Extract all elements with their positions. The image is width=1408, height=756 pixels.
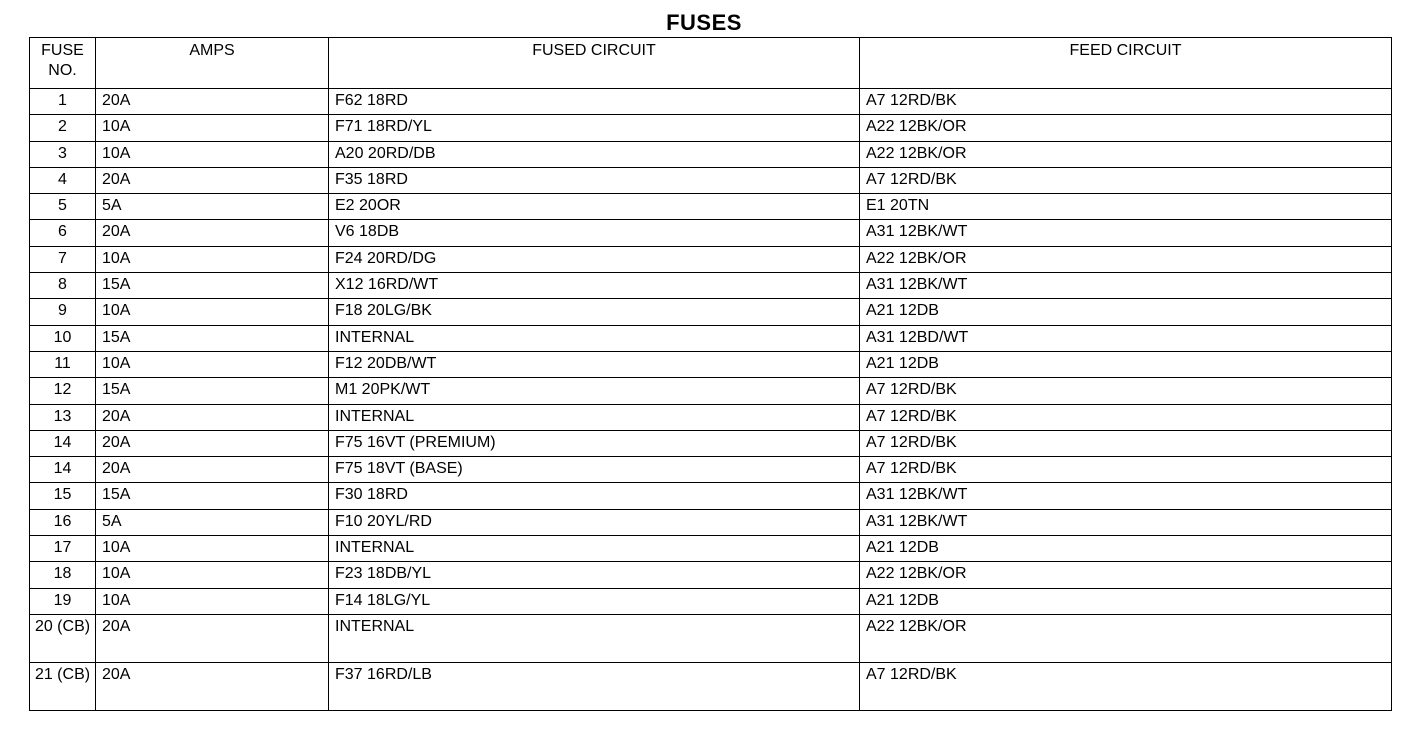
fuse-number-cell: 2 [30,115,96,141]
fuse-number-cell: 12 [30,378,96,404]
feed-circuit-cell: A21 12DB [860,588,1392,614]
amps-cell: 15A [96,378,329,404]
fuse-number-cell: 8 [30,273,96,299]
fused-circuit-cell: INTERNAL [329,325,860,351]
feed-circuit-cell: A31 12BD/WT [860,325,1392,351]
amps-cell: 20A [96,89,329,115]
fuse-number-cell: 14 [30,430,96,456]
amps-cell: 10A [96,536,329,562]
feed-circuit-cell: A22 12BK/OR [860,141,1392,167]
feed-circuit-cell: A7 12RD/BK [860,430,1392,456]
fused-circuit-cell: F71 18RD/YL [329,115,860,141]
amps-cell: 10A [96,351,329,377]
fuse-number-cell: 16 [30,509,96,535]
amps-cell: 20A [96,404,329,430]
table-row [30,246,1392,272]
table-row [30,325,1392,351]
feed-circuit-cell: A7 12RD/BK [860,404,1392,430]
table-row [30,457,1392,483]
fused-circuit-cell: E2 20OR [329,194,860,220]
feed-circuit-cell: E1 20TN [860,194,1392,220]
fused-circuit-cell: M1 20PK/WT [329,378,860,404]
fuse-number-cell: 20 (CB) [30,614,96,662]
feed-circuit-cell: A31 12BK/WT [860,220,1392,246]
amps-cell: 15A [96,483,329,509]
fused-circuit-cell: F24 20RD/DG [329,246,860,272]
feed-circuit-cell: A7 12RD/BK [860,89,1392,115]
fused-circuit-cell: F18 20LG/BK [329,299,860,325]
fuse-table-body [30,89,1392,711]
fuse-number-cell: 5 [30,194,96,220]
fused-circuit-cell: F14 18LG/YL [329,588,860,614]
fuse-number-cell: 4 [30,167,96,193]
fuse-number-cell: 14 [30,457,96,483]
fused-circuit-cell: F75 16VT (PREMIUM) [329,430,860,456]
table-row [30,167,1392,193]
table-row [30,588,1392,614]
amps-cell: 20A [96,220,329,246]
page-title: FUSES [666,10,742,35]
fused-circuit-cell: F35 18RD [329,167,860,193]
feed-circuit-cell: A21 12DB [860,351,1392,377]
feed-circuit-cell: A7 12RD/BK [860,378,1392,404]
table-row [30,220,1392,246]
table-row [30,351,1392,377]
amps-cell: 15A [96,325,329,351]
table-row [30,378,1392,404]
fuse-number-cell: 1 [30,89,96,115]
feed-circuit-cell: A31 12BK/WT [860,509,1392,535]
table-row [30,509,1392,535]
table-row [30,483,1392,509]
amps-cell: 10A [96,562,329,588]
fused-circuit-cell: A20 20RD/DB [329,141,860,167]
table-row [30,115,1392,141]
fuse-number-cell: 3 [30,141,96,167]
fused-circuit-cell: F30 18RD [329,483,860,509]
amps-cell: 20A [96,457,329,483]
fuse-number-cell: 19 [30,588,96,614]
amps-cell: 10A [96,246,329,272]
table-row [30,536,1392,562]
fused-circuit-cell: F12 20DB/WT [329,351,860,377]
feed-circuit-cell: A22 12BK/OR [860,115,1392,141]
fused-circuit-cell: INTERNAL [329,404,860,430]
amps-cell: 15A [96,273,329,299]
table-row [30,614,1392,662]
table-header-row [30,38,1392,89]
fused-circuit-cell: X12 16RD/WT [329,273,860,299]
table-row [30,404,1392,430]
table-row [30,273,1392,299]
fuse-number-cell: 6 [30,220,96,246]
fused-circuit-cell: F37 16RD/LB [329,662,860,710]
feed-circuit-cell: A7 12RD/BK [860,662,1392,710]
table-row [30,194,1392,220]
fused-circuit-cell: F62 18RD [329,89,860,115]
amps-cell: 10A [96,588,329,614]
amps-cell: 20A [96,614,329,662]
fuse-number-cell: 13 [30,404,96,430]
header-feed-circuit: FEED CIRCUIT [860,38,1392,89]
fuse-number-cell: 11 [30,351,96,377]
table-row [30,662,1392,710]
feed-circuit-cell: A21 12DB [860,299,1392,325]
amps-cell: 5A [96,194,329,220]
fused-circuit-cell: F23 18DB/YL [329,562,860,588]
feed-circuit-cell: A21 12DB [860,536,1392,562]
amps-cell: 20A [96,430,329,456]
header-amps: AMPS [96,38,329,89]
fuse-number-cell: 17 [30,536,96,562]
fuse-number-cell: 21 (CB) [30,662,96,710]
table-row [30,299,1392,325]
feed-circuit-cell: A7 12RD/BK [860,167,1392,193]
table-row [30,141,1392,167]
feed-circuit-cell: A22 12BK/OR [860,614,1392,662]
amps-cell: 20A [96,662,329,710]
fuse-number-cell: 10 [30,325,96,351]
feed-circuit-cell: A22 12BK/OR [860,246,1392,272]
feed-circuit-cell: A22 12BK/OR [860,562,1392,588]
table-row [30,562,1392,588]
table-row [30,89,1392,115]
amps-cell: 20A [96,167,329,193]
fuse-number-cell: 15 [30,483,96,509]
fuse-number-cell: 7 [30,246,96,272]
feed-circuit-cell: A31 12BK/WT [860,273,1392,299]
fused-circuit-cell: INTERNAL [329,536,860,562]
fuse-number-cell: 9 [30,299,96,325]
fused-circuit-cell: F75 18VT (BASE) [329,457,860,483]
table-row [30,430,1392,456]
fuse-number-cell: 18 [30,562,96,588]
header-fused-circuit: FUSED CIRCUIT [329,38,860,89]
amps-cell: 10A [96,141,329,167]
header-fuse-no: FUSE NO. [30,38,96,89]
feed-circuit-cell: A7 12RD/BK [860,457,1392,483]
feed-circuit-cell: A31 12BK/WT [860,483,1392,509]
fuse-table [29,37,1392,711]
amps-cell: 10A [96,299,329,325]
fused-circuit-cell: V6 18DB [329,220,860,246]
fused-circuit-cell: F10 20YL/RD [329,509,860,535]
fused-circuit-cell: INTERNAL [329,614,860,662]
amps-cell: 10A [96,115,329,141]
amps-cell: 5A [96,509,329,535]
